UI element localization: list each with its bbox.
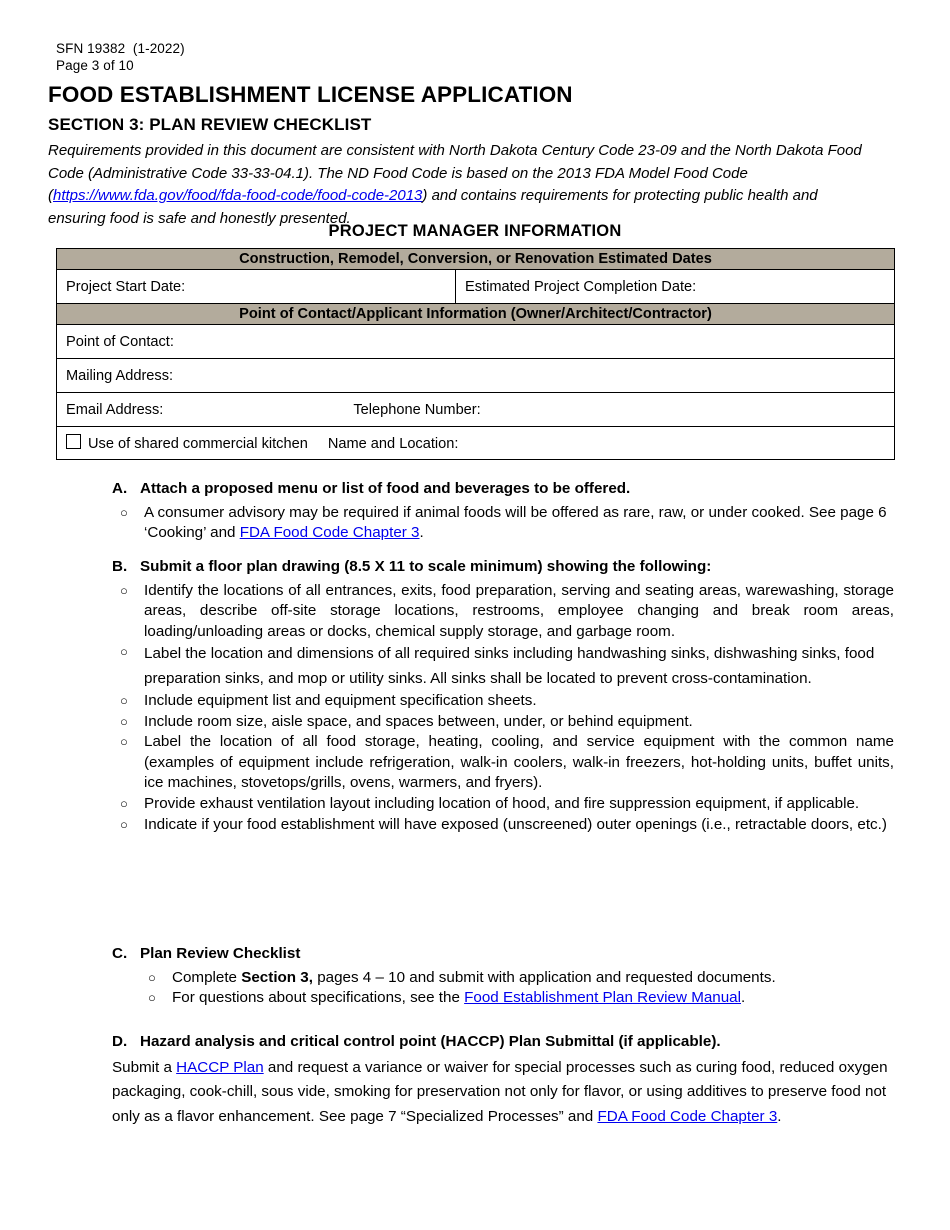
- section-c-heading-text: Plan Review Checklist: [140, 945, 301, 962]
- fda-food-code-chapter3-link[interactable]: FDA Food Code Chapter 3: [239, 524, 420, 542]
- section-b-bullet-text: Identify the locations of all entrances, exits, food preparation, serving and seating areas, warewashing, storage areas, describe off-site storage locations, restrooms, employee changing and break room areas, loading/unloading areas or docks, chemical supply storage, and garbage room.: [144, 581, 894, 640]
- table-row-shared-kitchen: [57, 427, 895, 460]
- table-row-dates: [57, 270, 895, 304]
- section-c-bullet2-before: For questions about specifications, see the: [172, 989, 465, 1007]
- circle-bullet-icon: ○: [120, 582, 128, 598]
- section-c-heading: [112, 944, 894, 965]
- intro-paragraph: [48, 140, 863, 230]
- form-identifier-block: [56, 41, 185, 74]
- circle-bullet-icon: ○: [120, 644, 128, 660]
- project-start-date-label: Project Start Date:: [66, 278, 186, 295]
- telephone-number-label: Telephone Number:: [353, 401, 481, 418]
- project-completion-date-label: Estimated Project Completion Date:: [465, 278, 697, 295]
- shared-kitchen-row[interactable]: [57, 427, 895, 460]
- point-of-contact-label: Point of Contact:: [66, 333, 174, 350]
- section-b-letter: B.: [112, 558, 128, 575]
- section-b-bullet-text: Include equipment list and equipment specification sheets.: [144, 691, 537, 709]
- section-d: [112, 1032, 900, 1129]
- section-b-bullet-text: Provide exhaust ventilation layout including location of hood, and fire suppression equipment, if applicable.: [144, 794, 860, 812]
- list-item: [112, 581, 894, 643]
- section-b-heading-text: Submit a floor plan drawing (8.5 X 11 to scale minimum) showing the following:: [140, 558, 712, 575]
- table-row-contact-band: [57, 304, 895, 325]
- circle-bullet-icon: ○: [148, 990, 156, 1006]
- table-row-dates-band: [57, 249, 895, 270]
- section-a-bullet-list: [112, 503, 894, 544]
- shared-kitchen-checkbox[interactable]: [66, 434, 81, 449]
- circle-bullet-icon: ○: [120, 816, 128, 832]
- section-c: [112, 944, 894, 1009]
- section-b-bullet-text: Label the location of all food storage, heating, cooling, and service equipment with the common name (examples of equipment include refrigeration, walk-in coolers, walk-in freezers, hot-holding units, buffet units, ice machines, stovetops/grills, ovens, warmers, and fryers).: [144, 733, 894, 792]
- fda-food-code-chapter3-link-d[interactable]: FDA Food Code Chapter 3: [597, 1107, 778, 1125]
- table-row-email-telephone: [57, 393, 895, 427]
- email-address-label: Email Address:: [66, 401, 164, 418]
- intro-text-before-link: Requirements provided in this document are consistent with North Dakota Century Code 23-09 and the North Dakota Food Code (Administrative Code 33-33-04.1). The ND Food Code is based on the 2013 FDA Model Food Code (: [48, 142, 862, 205]
- intro-text-after-link: ) and contains requirements for protecting public health and ensuring food is safe and honestly presented.: [48, 187, 818, 227]
- mailing-address-field[interactable]: [57, 359, 895, 393]
- project-manager-heading: PROJECT MANAGER INFORMATION: [328, 222, 622, 240]
- mailing-address-label: Mailing Address:: [66, 367, 174, 384]
- page-number: Page 3 of 10: [56, 57, 134, 73]
- plan-review-manual-link[interactable]: Food Establishment Plan Review Manual: [464, 989, 741, 1007]
- table-row-point-of-contact: [57, 325, 895, 359]
- section-heading: SECTION 3: PLAN REVIEW CHECKLIST: [48, 115, 372, 134]
- page-title: FOOD ESTABLISHMENT LICENSE APPLICATION: [48, 82, 573, 107]
- section-a-heading-text: Attach a proposed menu or list of food and beverages to be offered.: [140, 480, 631, 497]
- circle-bullet-icon: ○: [120, 795, 128, 811]
- list-item: [112, 503, 894, 544]
- section-a-letter: A.: [112, 480, 128, 497]
- section-b: [112, 557, 894, 835]
- circle-bullet-icon: ○: [120, 734, 128, 750]
- list-item: [112, 691, 894, 712]
- list-item: [112, 732, 894, 794]
- list-item: [112, 794, 894, 815]
- section-c-bullet1-bold: Section 3,: [241, 968, 313, 986]
- section-d-heading-text: Hazard analysis and critical control point (HACCP) Plan Submittal (if applicable).: [140, 1033, 721, 1050]
- section-b-bullet-text: Include room size, aisle space, and spaces between, under, or behind equipment.: [144, 712, 693, 730]
- section-d-letter: D.: [112, 1033, 128, 1050]
- list-item: [112, 712, 894, 733]
- list-item: [112, 815, 894, 836]
- circle-bullet-icon: ○: [120, 713, 128, 729]
- fda-food-code-url-link[interactable]: https://www.fda.gov/food/fda-food-code/food-code-2013: [53, 187, 423, 205]
- project-start-date-field[interactable]: [57, 270, 456, 304]
- table-row-mailing-address: [57, 359, 895, 393]
- shared-kitchen-name-location-label: Name and Location:: [327, 436, 459, 452]
- section-a-bullet1-text-after: .: [419, 524, 424, 542]
- section-a-heading: [112, 479, 894, 500]
- section-c-letter: C.: [112, 945, 128, 962]
- section-c-bullet1-part2: pages 4 – 10 and submit with application and requested documents.: [312, 968, 776, 986]
- shared-kitchen-label: Use of shared commercial kitchen: [88, 436, 308, 452]
- section-d-text-middle: and request a variance or waiver for special processes such as curing food, reduced oxygen packaging, cook-chill, sous vide, smoking for preservation not only for flavor, or using additives to preserve food not only as a flavor enhancement. See page 7 “Specialized Processes” and: [112, 1058, 888, 1125]
- section-b-bullet-text: Label the location and dimensions of all required sinks including handwashing sinks, dishwashing sinks, food preparation sinks, and mop or utility sinks. All sinks shall be located to prevent cross-contamination.: [144, 645, 875, 687]
- section-d-text-before-link1: Submit a: [112, 1058, 177, 1076]
- form-number: SFN 19382 (1-2022): [56, 41, 185, 56]
- section-a-bullet1-text-before: A consumer advisory may be required if animal foods will be offered as rare, raw, or under cooked. See page 6 ‘Cooking’ and: [144, 503, 887, 542]
- section-d-text-after-link2: .: [777, 1107, 782, 1125]
- contact-band-label: Point of Contact/Applicant Information (Owner/Architect/Contractor): [57, 304, 895, 325]
- circle-bullet-icon: ○: [148, 969, 156, 985]
- section-b-bullet-text: Indicate if your food establishment will have exposed (unscreened) outer openings (i.e., retractable doors, etc.): [144, 815, 887, 833]
- section-b-heading: [112, 557, 894, 578]
- section-b-bullet-list: [112, 581, 894, 836]
- circle-bullet-icon: ○: [120, 692, 128, 708]
- point-of-contact-field[interactable]: [57, 325, 895, 359]
- project-completion-date-field[interactable]: [456, 270, 895, 304]
- haccp-plan-link[interactable]: HACCP Plan: [176, 1058, 264, 1076]
- section-c-bullet2-after: .: [741, 989, 746, 1007]
- dates-band-label: Construction, Remodel, Conversion, or Renovation Estimated Dates: [57, 249, 895, 270]
- list-item: [140, 988, 894, 1009]
- section-a: [112, 479, 894, 544]
- circle-bullet-icon: ○: [120, 504, 128, 520]
- project-manager-table: [56, 248, 895, 460]
- section-c-bullet1-part1: Complete: [172, 968, 242, 986]
- section-d-heading: [112, 1032, 900, 1053]
- section-d-body: [112, 1056, 900, 1130]
- list-item: [140, 968, 894, 989]
- list-item: [112, 642, 894, 691]
- email-telephone-field[interactable]: [57, 393, 895, 427]
- section-c-bullet-list: [112, 968, 894, 1009]
